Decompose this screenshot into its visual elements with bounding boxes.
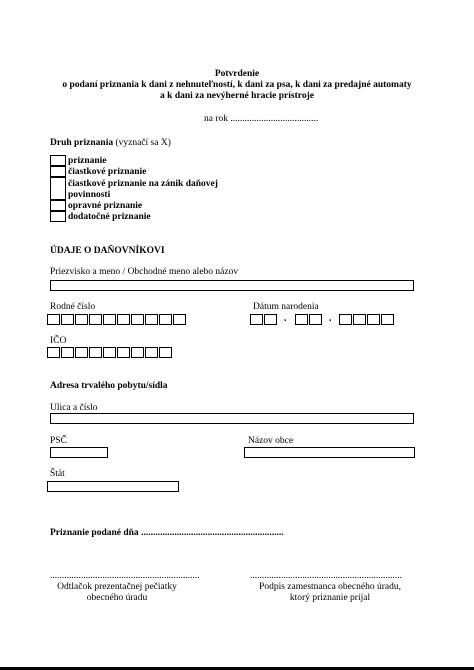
ico-cell[interactable] bbox=[159, 347, 172, 358]
option-label: povinnosti bbox=[68, 190, 111, 200]
state-input[interactable] bbox=[47, 481, 179, 492]
signature-caption-line2: ktorý priznanie prijal bbox=[289, 593, 371, 603]
street-label: Ulica a číslo bbox=[50, 403, 98, 413]
birth-number-cell[interactable] bbox=[47, 314, 60, 325]
birth-date-day-cell[interactable] bbox=[250, 314, 263, 325]
address-heading: Adresa trvalého pobytu/sídla bbox=[50, 381, 168, 391]
document-title: Potvrdenie bbox=[214, 69, 260, 79]
option-label: čiastkové priznanie bbox=[68, 167, 147, 177]
submitted-date-dots: ............................................................ bbox=[141, 528, 284, 538]
birth-number-cell[interactable] bbox=[131, 314, 144, 325]
birth-date-year-cell[interactable] bbox=[339, 314, 352, 325]
city-label: Názov obce bbox=[248, 436, 294, 446]
option-label: opravné priznanie bbox=[68, 201, 143, 211]
birth-number-cell[interactable] bbox=[75, 314, 88, 325]
checkbox-dodatocne-priznanie[interactable] bbox=[50, 211, 66, 222]
birth-date-label: Dátum narodenia bbox=[253, 302, 319, 312]
ico-cell[interactable] bbox=[103, 347, 116, 358]
signature-caption-line1: Podpis zamestnanca obecného úradu, bbox=[259, 582, 401, 592]
ico-label: IČO bbox=[50, 336, 67, 346]
birth-number-cell[interactable] bbox=[89, 314, 102, 325]
street-input[interactable] bbox=[50, 413, 414, 424]
return-type-heading-text: Druh priznania bbox=[50, 138, 114, 148]
birth-date-month-cell[interactable] bbox=[309, 314, 322, 325]
stamp-caption-line2: obecného úradu bbox=[86, 593, 148, 603]
ico-cell[interactable] bbox=[131, 347, 144, 358]
document-subtitle-line2: a k dani za nevýherné hracie prístroje bbox=[160, 91, 314, 101]
stamp-line: ............................................................... bbox=[50, 571, 200, 581]
tax-year-field[interactable]: na rok ..................................... bbox=[204, 114, 319, 124]
option-label: priznanie bbox=[68, 156, 107, 166]
birth-number-cell[interactable] bbox=[61, 314, 74, 325]
birth-date-year-cell[interactable] bbox=[381, 314, 394, 325]
birth-date-day-cell[interactable] bbox=[264, 314, 277, 325]
taxpayer-heading: ÚDAJE O DAŇOVNÍKOVI bbox=[50, 246, 165, 256]
name-label: Priezvisko a meno / Obchodné meno alebo názov bbox=[50, 267, 239, 277]
date-separator: . bbox=[329, 313, 332, 324]
stamp-caption-line1: Odtlačok prezentačnej pečiatky bbox=[57, 582, 177, 592]
checkbox-ciastkove-priznanie[interactable] bbox=[50, 166, 66, 177]
return-type-heading-note: (vyznačí sa X) bbox=[115, 138, 171, 148]
birth-number-cell[interactable] bbox=[117, 314, 130, 325]
birth-number-cell[interactable] bbox=[145, 314, 158, 325]
ico-cell[interactable] bbox=[47, 347, 60, 358]
birth-date-month-cell[interactable] bbox=[295, 314, 308, 325]
option-label: čiastkové priznanie na zánik daňovej bbox=[68, 179, 218, 189]
birth-number-cell[interactable] bbox=[173, 314, 186, 325]
ico-cell[interactable] bbox=[117, 347, 130, 358]
city-input[interactable] bbox=[244, 447, 415, 458]
return-type-heading bbox=[50, 138, 171, 149]
state-label: Štát bbox=[50, 469, 65, 479]
signature-line: ................................................................ bbox=[250, 571, 402, 581]
birth-date-year-cell[interactable] bbox=[353, 314, 366, 325]
ico-cell[interactable] bbox=[145, 347, 158, 358]
document-subtitle-line1: o podaní priznania k dani z nehnuteľností, k dani za psa, k dani za predajné automaty bbox=[62, 80, 412, 90]
psc-label: PSČ bbox=[50, 436, 67, 446]
birth-date-year-cell[interactable] bbox=[367, 314, 380, 325]
psc-input[interactable] bbox=[50, 447, 108, 458]
checkbox-priznanie[interactable] bbox=[50, 155, 66, 166]
ico-cell[interactable] bbox=[89, 347, 102, 358]
ico-cell[interactable] bbox=[61, 347, 74, 358]
date-separator: . bbox=[284, 313, 287, 324]
checkbox-opravne-priznanie[interactable] bbox=[50, 200, 66, 211]
option-label: dodatočné priznanie bbox=[68, 212, 151, 222]
submitted-date-label: Priznanie podané dňa bbox=[50, 528, 139, 538]
checkbox-ciastkove-zanik[interactable] bbox=[50, 177, 66, 200]
birth-number-label: Rodné číslo bbox=[50, 302, 96, 312]
birth-number-cell[interactable] bbox=[103, 314, 116, 325]
ico-cell[interactable] bbox=[75, 347, 88, 358]
submitted-date-field[interactable] bbox=[50, 528, 284, 539]
name-input[interactable] bbox=[50, 280, 414, 291]
birth-number-cell[interactable] bbox=[159, 314, 172, 325]
